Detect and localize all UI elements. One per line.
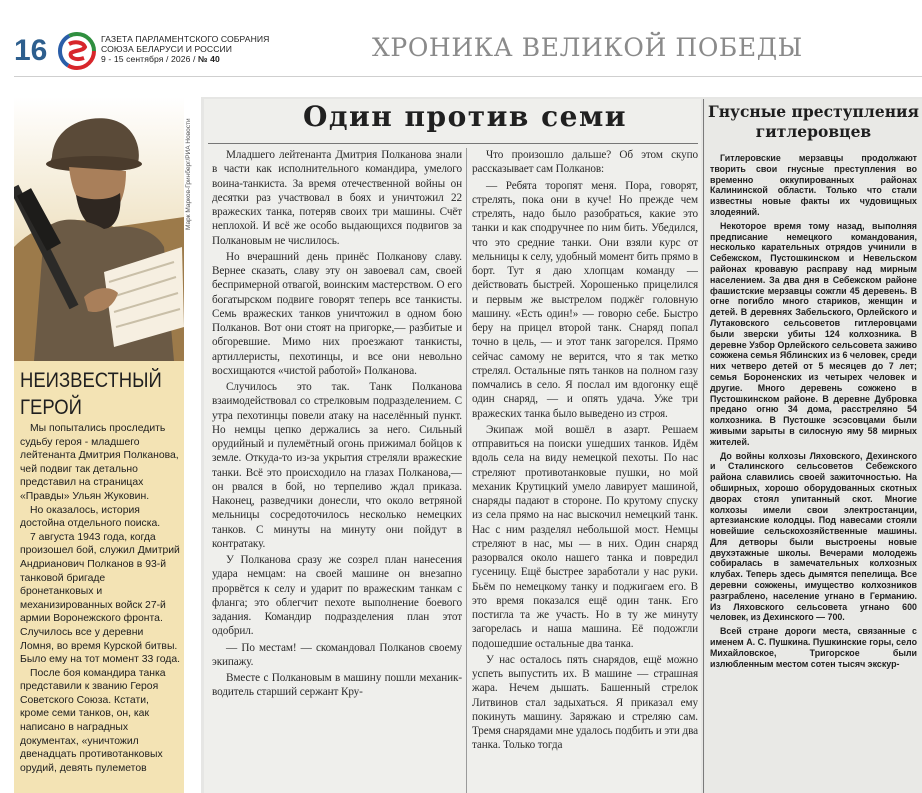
article-divider <box>703 99 704 793</box>
article-paragraph: У Полканова сразу же созрел план нанесения удара немцам: на своей машине он внезапно прорвётся к селу и ударит по вражеским танкам с фланга; это облегчит пехоте выполнение боевого задания. Командир подразделения план этот одобрил. <box>212 554 462 638</box>
side-article-title-line-1: Гнусные преступления <box>708 102 919 121</box>
brand-line-2: СОЮЗА БЕЛАРУСИ И РОССИИ <box>101 44 233 54</box>
issue-number: № 40 <box>198 54 220 64</box>
sidebar-text <box>20 422 180 775</box>
main-article-column-2 <box>472 148 698 793</box>
main-article-title: Один против семи <box>302 100 628 133</box>
main-title-rule <box>208 143 698 144</box>
brand-line-1: ГАЗЕТА ПАРЛАМЕНТСКОГО СОБРАНИЯ <box>101 34 270 44</box>
newspaper-logo-icon <box>57 31 97 71</box>
article-paragraph: Вместе с Полкановым в машину пошли механик-водитель старший сержант Кру- <box>212 672 462 699</box>
sidebar-paragraph: После боя командира танка представили к званию Героя Советского Союза. Кстати, кроме семи танков, он, как написано в наградных документах, «уничтожил двенадцать противотанковых орудий, девять пулеметов <box>20 667 166 774</box>
article-paragraph: У нас осталось пять снарядов, ещё можно успеть выпустить их. В машине — страшная жара. Нечем дышать. Башенный стрелок Литвинов стал задыхаться. Я приказал ему покинуть машину. Заряжаю и стреляю сам. Тремя снарядами мне удалось подбить и эти два танка. Только тогда <box>472 653 698 752</box>
page-number: 16 <box>14 34 48 67</box>
side-article-paragraph: Всей стране дороги места, связанные с именем А. С. Пушкина. Пушкинские горы, село Михайловское, Тригорское были излюбленным местом сотен тысяч экскур- <box>710 626 917 669</box>
sidebar-title-line-2: ГЕРОЙ <box>20 396 82 419</box>
issue-line <box>101 54 269 64</box>
photo-credit-text: Марк Марков-Гринберг/РИА Новости <box>185 118 192 230</box>
article-paragraph: Случилось это так. Танк Полканова взаимодействовал со стрелковым подразделением. С утра пехотинцы повели атаку на населённый пункт. Но немцы цепко держались за него. Сильный орудийный и пулемётный огонь прижимал бойцов к земле. Откуда-то из-за укрытия стреляли вражеские танки. Всё это происходило на глазах Полканова,— он рвался в бой, но терпеливо ждал приказа. Наконец, разведчики донесли, что около ветряной мельницы сосредоточилось несколько немецких танков. С минуты на минуту они пойдут в контратаку. <box>212 381 462 550</box>
article-paragraph: — Ребята торопят меня. Пора, говорят, стрелять, пока они в куче! Но прежде чем стрелять, надо было разобраться, какие это танки и как сподручнее по ним бить. Убедился, что это средние танки. Они взяли курс от мельницы к селу, удобный момент бить прямо в борт. Тут я даю хлопцам команду — действовать быстрей. Хорошенько прицелился и первым же выстрелом поджёг головную машину. «Есть один!» — говорю себе. Быстро беру на прицел второй танк. Снаряд попал точно в цель, — и этот танк загорелся. Прямо сейчас самому не верится, что я так метко стрелял. Остальные пять танков на полном газу помчались в село. Я послал им вдогонку ещё один снаряд, — и опять удача. Уже три вражеских танка было выведено из строя. <box>472 179 698 420</box>
side-article-text <box>710 153 917 793</box>
article-paragraph: Что произошло дальше? Об этом скупо рассказывает сам Полканов: <box>472 149 698 176</box>
section-title: ХРОНИКА ВЕЛИКОЙ ПОБЕДЫ <box>372 33 803 62</box>
article-paragraph: — По местам! — скомандовал Полканов своему экипажу. <box>212 641 462 668</box>
article-paragraph: Но вчерашний день принёс Полканову славу. Вернее сказать, славу эту он завоевал сам, своей беспримерной отвагой, воинским мастерством. О его богатырском подвиге говорят теперь все танкисты. Семь вражеских танков уничтожил в одном бою Полканов. Вот они стоят на пригорке,— разбитые и обгоревшие. Мимо них проезжают танкисты, артиллеристы, пехотинцы, и все они невольно восхищаются «чистой работой» Полканова. <box>212 250 462 377</box>
sidebar-paragraph: 7 августа 1943 года, когда произошел бой, служил Дмитрий Андрианович Полканов в 93-й танковой бригаде бронетанковых и механизированных войск 27-й армии Воронежского фронта. Случилось все у деревни Ломня, во время Курской битвы. Было ему на тот момент 33 года. <box>20 531 181 666</box>
sidebar-title <box>20 367 161 421</box>
newspaper-brand <box>101 34 269 64</box>
photo-credit <box>185 100 195 230</box>
sidebar-paragraph: Но оказалось, история достойна отдельного поиска. <box>20 504 161 530</box>
article-paragraph: Младшего лейтенанта Дмитрия Полканова знали в части как исполнительного командира, умелого воина-танкиста. За время отечественной войны он десятки раз участвовал в боях и уничтожил 22 вражеских танка, потеряв своих три машины. Счёт неплохой. И всё же особо выдающихся подвигов за Полкановым не числилось. <box>212 149 462 247</box>
article-paragraph: Экипаж мой вошёл в азарт. Решаем отправиться на поиски ушедших танков. Идём вдоль села на виду немецкой пехоты. По нас стреляют противотанковые пушки, но мой механик Крутицкий умело лавирует машиной, снаряды падают в стороне. По крутому спуску из села прямо на нас выскочил немецкий танк. Нас с ним разделял небольшой мост. Немцы стреляют в нас, мы — в них. Один снаряд разорвался около нашего танка и повредил гусеницу. Ещё быстрее заработали у нас руки. Бьём по немецкому танку и поджигаем его. В это время показался ещё один танк. Его постигла та же участь. Но в ту же минуту загорелась и наша машина. Её подожгли подошедшие остальные два танка. <box>472 423 698 650</box>
page-header <box>0 0 922 92</box>
side-article-paragraph: До войны колхозы Ляховского, Дехинского и Сталинского сельсоветов Себежского района славились своей зажиточностью. На обширных, хорошо оборудованных скотных дворах стоял упитанный скот. Многие колхозы имели свои электростанции, артезианские колодцы. Под навесами стояли новейшие сельскохозяйственные машины. Для детворы были выстроены новые двухэтажные школы. Вечерами молодежь собиралась в замечательных колхозных клубах. Теперь здесь дымятся пепелища. Все деревни сожжены, имущество колхозников разграблено, население угнано в Германию. Из Ляховского сельсовета угнано 600 человек, из Дехинского — 700. <box>710 450 917 623</box>
sidebar-title-line-1: НЕИЗВЕСТНЫЙ <box>20 369 162 392</box>
column-separator <box>466 148 467 793</box>
soldier-photo <box>14 97 184 361</box>
side-article-title <box>708 102 919 141</box>
side-article-paragraph: Некоторое время тому назад, выполняя предписание немецкого командования, несколько карательных отрядов учинили в Себежском, Пустошкинском и Невельском районах кровавую расправу над мирным населением. За два дня в Себежском районе фашистские мерзавцы сожгли 45 деревень. В огне погибло много стариков, женщин и детей. В деревнях Забельского, Орлейского и Лутаковского сельсоветов гитлеровцами были зверски убиты 124 колхозника. В деревне Узбор Орлейского сельсовета заживо сожжена семья Яблинских из 6 человек, среди них четверо детей от 5 месяцев до 7 лет; семья Бороненских из четырех человек и другие. Много деревень сожжено в Пустошкинском районе. В деревне Дубровка предано огню 34 дома, расстреляно 54 колхозника. В Пустошке эсэсовцами были живыми зарыты в силосную яму 58 мирных жителей. <box>710 220 917 447</box>
side-article-paragraph: Гитлеровские мерзавцы продолжают творить свои гнусные преступления во временно оккупированных районах Калининской области. Только что стали известны новые факты их чудовищных злодеяний. <box>710 153 917 217</box>
main-article-column-1 <box>212 148 462 793</box>
side-article-title-line-2: гитлеровцев <box>755 121 872 141</box>
issue-date: 9 - 15 сентября / 2026 / <box>101 54 196 64</box>
header-divider <box>14 76 922 77</box>
sidebar-paragraph: Мы попытались проследить судьбу героя - младшего лейтенанта Дмитрия Полканова, чей подвиг так детально представил на страницах «Правды» Ульян Жуковин. <box>20 423 179 502</box>
